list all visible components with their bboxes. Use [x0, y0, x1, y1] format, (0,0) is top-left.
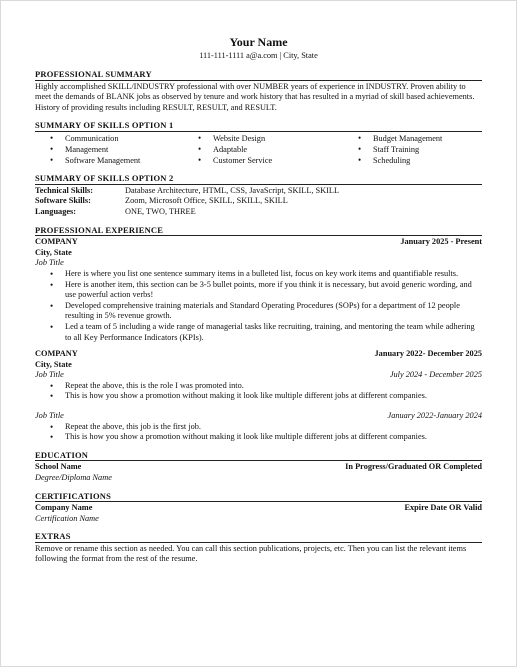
bullet-item: • Here is where you list one sentence summary items in a bulleted list, focus on key work items and quantifiable results. [50, 269, 482, 280]
experience-section [35, 225, 482, 443]
summary-section [35, 69, 482, 113]
skill-row-key: Languages: [35, 207, 77, 217]
company-dates: January 2022- December 2025 [374, 349, 482, 359]
resume-header [1, 1, 516, 61]
cert-company: Company Name [35, 503, 93, 513]
company-name: COMPANY [35, 349, 78, 359]
candidate-name: Your Name [229, 35, 288, 49]
skill-row-value: Zoom, Microsoft Office, SKILL, SKILL, SKILL [125, 196, 288, 206]
skills-option1-section [35, 120, 482, 166]
job-title: Job Title [35, 411, 64, 421]
education-section [35, 450, 482, 484]
bullet-item: • Repeat the above, this job is the first job. [50, 422, 482, 433]
job-title: Job Title [35, 370, 64, 380]
skill-item: • Staff Training [358, 144, 476, 155]
certifications-heading: CERTIFICATIONS [35, 491, 482, 503]
experience-entry [35, 237, 482, 343]
contact-line: 111-111-1111 a@a.com | City, State [199, 51, 318, 60]
skill-row [35, 196, 482, 207]
skill-row-key: Technical Skills: [35, 185, 94, 195]
job-bullets [35, 381, 482, 402]
spacer [35, 402, 482, 411]
skill-item: • Website Design [198, 133, 358, 144]
skill-row-key: Software Skills: [35, 196, 91, 206]
skills-column [198, 133, 358, 167]
skill-row-value: Database Architecture, HTML, CSS, JavaScript, SKILL, SKILL [125, 185, 340, 195]
degree-name: Degree/Diploma Name [35, 472, 112, 482]
certification-row [35, 503, 482, 514]
cert-name: Certification Name [35, 513, 99, 523]
company-row [35, 237, 482, 248]
extras-text: Remove or rename this section as needed. You can call this section publications, projects, etc. Then you can list the relevant items following the format from the rest of the resume. [35, 543, 467, 564]
skill-item: • Scheduling [358, 155, 476, 166]
job-bullets [35, 422, 482, 443]
skill-item: • Budget Management [358, 133, 476, 144]
skill-item: • Customer Service [198, 155, 358, 166]
experience-heading: PROFESSIONAL EXPERIENCE [35, 225, 482, 237]
school-name: School Name [35, 462, 82, 472]
skills-column [358, 133, 476, 167]
experience-entry [35, 349, 482, 443]
education-heading: EDUCATION [35, 450, 482, 462]
summary-heading: PROFESSIONAL SUMMARY [35, 69, 482, 81]
bullet-item: • This is how you show a promotion without making it look like multiple different jobs at different companies. [50, 391, 482, 402]
company-name: COMPANY [35, 237, 78, 247]
education-status: In Progress/Graduated OR Completed [345, 462, 482, 472]
job-title: Job Title [35, 258, 64, 268]
summary-text: Highly accomplished SKILL/INDUSTRY professional with over NUMBER years of experience in INDUSTRY. Proven ability to meet the demands of BLANK jobs as observed by tenure and work history that has resulted in a myriad of skill based achievements. History of providing results including RESULT, RESULT, and RESULT. [35, 81, 475, 112]
skill-row [35, 207, 482, 218]
extras-section [35, 531, 482, 565]
extras-heading: EXTRAS [35, 531, 482, 543]
skill-item: • Adaptable [198, 144, 358, 155]
bullet-item: • Here is another item, this section can be 3-5 bullet points, more if you think it is necessary, but avoid generic wording, and use powerful action verbs! [50, 280, 482, 301]
job-dates: July 2024 - December 2025 [389, 370, 482, 380]
job-title-row [35, 370, 482, 381]
company-location: City, State [35, 359, 72, 369]
skills-grid [35, 133, 482, 167]
skill-row [35, 186, 482, 197]
skill-item: • Software Management [50, 155, 198, 166]
certifications-section [35, 491, 482, 525]
skills-column [50, 133, 198, 167]
skill-row-value: ONE, TWO, THREE [125, 207, 196, 217]
skills-option2-section [35, 173, 482, 217]
skill-item: • Communication [50, 133, 198, 144]
company-row [35, 349, 482, 360]
company-dates: January 2025 - Present [400, 237, 482, 247]
company-location: City, State [35, 247, 72, 257]
job-title-row [35, 411, 482, 422]
bullet-item: • Led a team of 5 including a wide range of managerial tasks like recruiting, training, and mentoring the team while adhering to all Key Performance Indicators (KPIs). [50, 322, 482, 343]
job-bullets [35, 269, 482, 343]
bullet-item: • This is how you show a promotion without making it look like multiple different jobs at different companies. [50, 432, 482, 443]
skills-option2-heading: SUMMARY OF SKILLS OPTION 2 [35, 173, 482, 185]
skill-item: • Management [50, 144, 198, 155]
job-dates: January 2022-January 2024 [387, 411, 482, 421]
bullet-item: • Repeat the above, this is the role I was promoted into. [50, 381, 482, 392]
cert-expiry: Expire Date OR Valid [404, 503, 482, 513]
skills-option1-heading: SUMMARY OF SKILLS OPTION 1 [35, 120, 482, 132]
resume-body [35, 69, 482, 572]
school-row [35, 462, 482, 473]
bullet-item: • Developed comprehensive training materials and Standard Operating Procedures (SOPs) for a department of 12 people resulting in 5% revenue growth. [50, 301, 482, 322]
